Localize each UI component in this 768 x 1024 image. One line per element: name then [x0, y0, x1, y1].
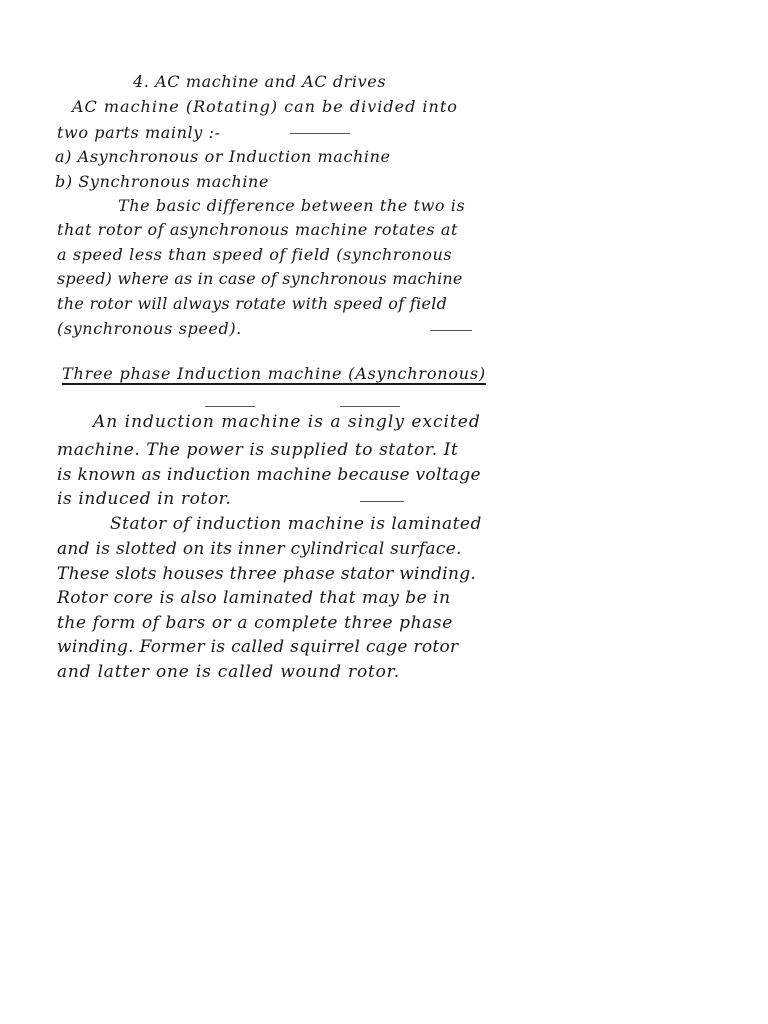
scan-speck — [340, 406, 400, 407]
paragraph-line: machine. The power is supplied to stator. It — [57, 440, 459, 460]
paragraph-line: Rotor core is also laminated that may be in — [57, 588, 451, 608]
paragraph-line: is known as induction machine because voltage — [57, 465, 481, 485]
scan-speck — [430, 330, 472, 331]
scan-speck — [290, 133, 350, 134]
paragraph-line: the form of bars or a complete three phase — [57, 613, 453, 633]
intro-list-item: b) Synchronous machine — [55, 172, 270, 191]
document-heading: 4. AC machine and AC drives — [133, 72, 387, 91]
intro-line: speed) where as in case of synchronous machine — [57, 269, 463, 288]
paragraph-line: and is slotted on its inner cylindrical surface. — [57, 539, 462, 559]
paragraph-line: These slots houses three phase stator winding. — [57, 564, 477, 584]
intro-line: the rotor will always rotate with speed of field — [57, 294, 448, 313]
intro-line: two parts mainly :- — [57, 123, 221, 142]
intro-line: (synchronous speed). — [57, 319, 242, 338]
section-title: Three phase Induction machine (Asynchronous) — [62, 364, 486, 383]
paragraph-line: and latter one is called wound rotor. — [57, 662, 400, 682]
scan-speck — [360, 501, 404, 502]
paragraph-line: winding. Former is called squirrel cage rotor — [57, 637, 459, 657]
intro-line: The basic difference between the two is — [118, 196, 466, 215]
scan-speck — [205, 406, 255, 407]
paragraph-line: Stator of induction machine is laminated — [110, 514, 482, 534]
intro-list-item: a) Asynchronous or Induction machine — [55, 147, 391, 166]
intro-line: that rotor of asynchronous machine rotates at — [57, 220, 459, 239]
paragraph-line: is induced in rotor. — [57, 489, 232, 509]
intro-line: AC machine (Rotating) can be divided into — [72, 97, 458, 116]
intro-line: a speed less than speed of field (synchronous — [57, 245, 453, 264]
paragraph-line: An induction machine is a singly excited — [93, 412, 481, 432]
